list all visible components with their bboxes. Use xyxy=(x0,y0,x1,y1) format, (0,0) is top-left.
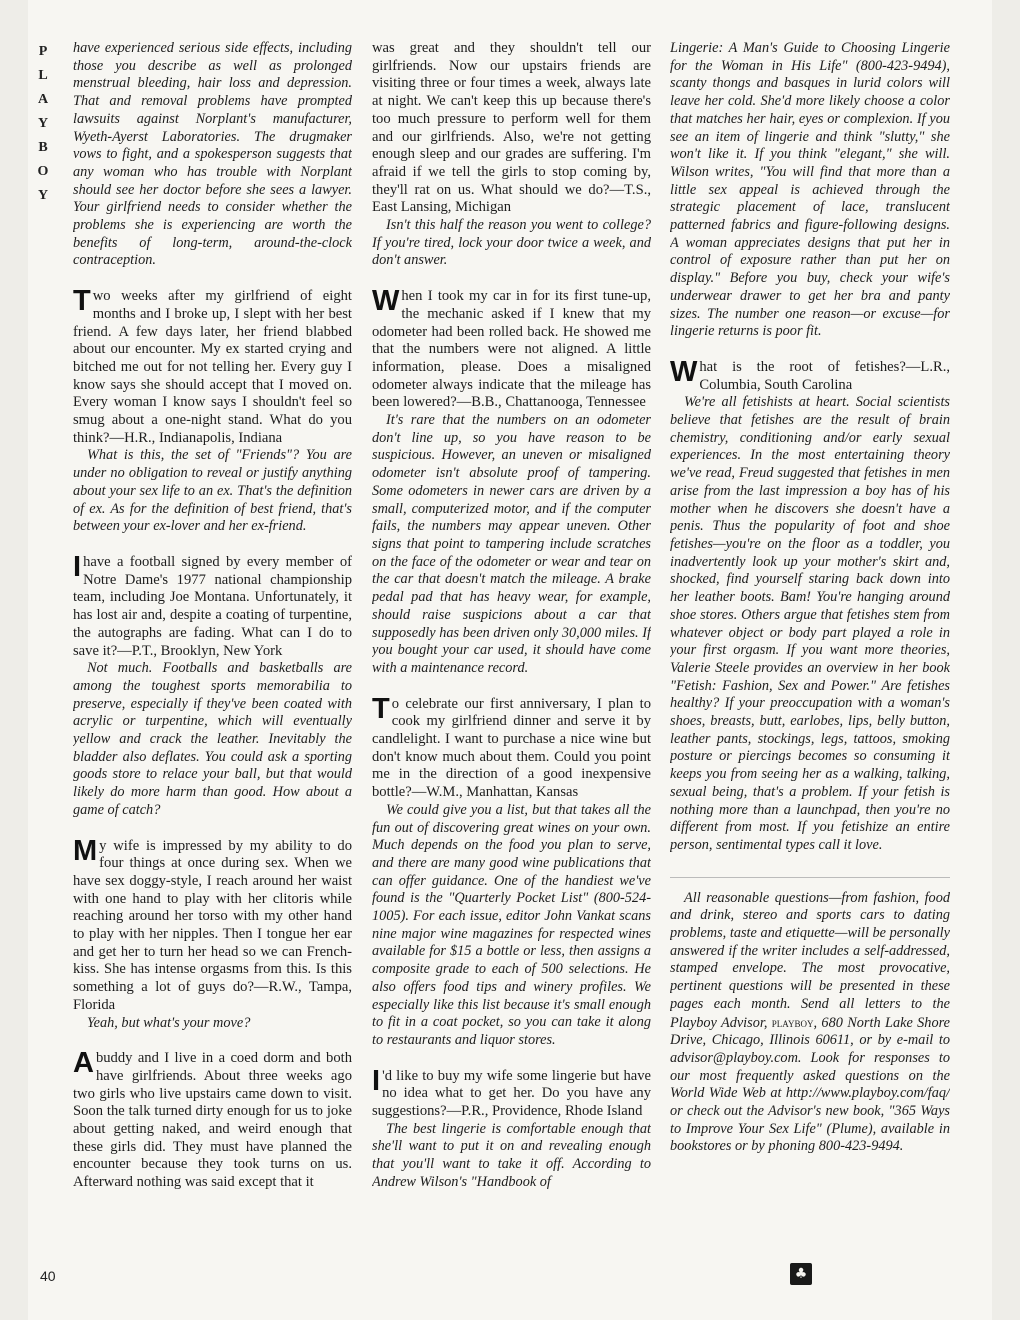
label-letter: P xyxy=(38,44,48,59)
note-magazine-name: playboy xyxy=(771,1014,814,1030)
question-text: buddy and I live in a coed dorm and both have girlfriends. About three weeks ago two girls who live upstairs came down to visit. Soon the talk turned dirty enough for us to joke about getting naked, and weird enough that these girls did. They must have planned the encounter because they took turns on us. Afterward nothing was said except that it xyxy=(73,1050,352,1191)
question xyxy=(73,285,352,447)
label-letter: Y xyxy=(37,188,49,203)
vertical-magazine-label xyxy=(34,40,52,208)
drop-cap: M xyxy=(73,834,98,867)
label-letter: Y xyxy=(37,116,49,131)
question-text: hat is the root of fetishes?—L.R., Columbia, South Carolina xyxy=(699,358,950,393)
column-3 xyxy=(670,40,950,1285)
question xyxy=(73,834,352,1015)
question xyxy=(73,1047,352,1192)
drop-cap: I xyxy=(73,550,82,583)
question xyxy=(372,692,651,802)
drop-cap: I xyxy=(372,1064,381,1097)
answer: It's rare that the numbers on an odometer don't line up, so you have reason to be suspicious. However, an uneven or misaligned odometer isn't absolute proof of tampering. Some odometers in newer cars are driven by a small, computerized motor, and if the computer fails, the numbers may appear uneven. Other signs that point to tampering include scratches on the face of the odometer or wear and tear on the car that doesn't match the mileage. A brake pedal pad that has heavy wear, for example, should raise suspicions about a car that supposedly has been driven only 30,000 miles. If you bought your car used, it should have come with a maintenance record. xyxy=(372,412,651,676)
page-number: 40 xyxy=(40,1268,56,1284)
drop-cap: T xyxy=(73,285,91,318)
answer: The best lingerie is comfortable enough that she'll want to put it on and revealing enough that you'll want to take it off. According to Andrew Wilson's "Handbook of xyxy=(372,1120,651,1190)
question xyxy=(670,355,950,394)
answer: We could give you a list, but that takes all the fun out of discovering great wines on your own. Much depends on the food you plan to serve, and there are many good wine publications that can offer guidance. One of the handiest we've found is the "Quarterly Pocket List" (800-524-1005). For each issue, editor John Vankat scans nine major wine magazines for respected wines available for $15 a bottle or less, then assigns a composite grade to each of 500 selections. He also offers food tips and winery profiles. We especially like this list because it's small enough to fit in a coat pocket, so you can take it along to restaurants and liquor stores. xyxy=(372,801,651,1048)
label-letter: A xyxy=(37,92,49,107)
answer: We're all fetishists at heart. Social scientists believe that fetishes are the result of brain chemistry, conditioning and/or early sexual experiences. In the most entertaining theory we've read, Freud suggested that fetishes in men arise from the last impression a boy has of his mother when he discovers she doesn't have a penis. Thus the popularity of foot and shoe fetishes—you're on the floor as a toddler, you inadvertently look up your mother's skirt and, shocked, find yourself staring back down into her leather boots. Bam! You're hanging around shoe stores. Others argue that fetishes stem from whatever object or body part played a role in your first orgasm. If you want more theories, Valerie Steele provides an overview in her book "Fetish: Fashion, Sex and Power." Are fetishes healthy? If your preoccupation with a woman's shoes, breasts, butt, earlobes, lips, belly button, leather pants, stockings, legs, tattoos, smoking posture or piercings becomes so consuming it keeps you from seeing her as a walking, talking, sexual being, that's a problem. If your fetish is nothing more than a launchpad, then you're no different from most. If you fetishize an entire person, sentimental types call it love. xyxy=(670,394,950,853)
note-text: All reasonable questions—from fashion, food and drink, stereo and sports cars to dating problems, taste and etiquette—will be personally answered if the writer includes a self-addressed, stamped envelope. The most provocative, pertinent questions will be presented in these pages each month. Send all letters to the Playboy Advisor, xyxy=(670,889,950,1031)
question-continued: was great and they shouldn't tell our girlfriends. Now our upstairs friends are visiting three or four times a week, always late at night. We can't keep this up because there's too much pressure to perform well for them and our girlfriends. Also, we're not getting enough sleep and our grades are suffering. I'm afraid if we tell the girls to stop coming by, they'll rat on us. What should we do?—T.S., East Lansing, Michigan xyxy=(372,40,651,216)
question-text: o celebrate our first anniversary, I plan to cook my girlfriend dinner and serve it by candlelight. I want to purchase a nice wine but don't know much about them. Could you point me in the direction of a good inexpensive bottle?—W.M., Manhattan, Kansas xyxy=(372,695,651,801)
drop-cap: W xyxy=(670,355,698,388)
answer-continued: have experienced serious side effects, including those you describe as well as prolonged menstrual bleeding, hair loss and depression. That and removal problems have prompted lawsuits against Norplant's manufacturer, Wyeth-Ayerst Laboratories. The drugmaker vows to fight, and a spokesperson suggests that any woman who has trouble with Norplant should see her doctor before she sees a lawyer. Your girlfriend needs to consider whether the problems she is experiencing are worth the benefits of long-term, around-the-clock contraception. xyxy=(73,40,352,269)
question-text: y wife is impressed by my ability to do four things at once during sex. When we have sex doggy-style, I reach around her waist with one hand to play with her clitoris while reaching around her torso with my other hand to play with her nipples. Then I tongue her ear and get her to turn her head so we can French-kiss. She has intense orgasms from this. Is this something a lot of guys do?—R.W., Tampa, Florida xyxy=(73,837,352,1013)
answer: Isn't this half the reason you went to college? If you're tired, lock your door twice a week, and don't answer. xyxy=(372,217,651,269)
drop-cap: A xyxy=(73,1047,94,1080)
question-text: 'd like to buy my wife some lingerie but have no idea what to get her. Do you have any suggestions?—P.R., Providence, Rhode Island xyxy=(372,1067,651,1120)
playboy-bunny-icon: ♣ xyxy=(790,1263,812,1285)
question-text: have a football signed by every member of Notre Dame's 1977 national championship team, including Joe Montana. Unfortunately, it has lost air and, despite a coating of turpentine, the autographs are fading. What can I do to save it?—P.T., Brooklyn, New York xyxy=(73,553,352,659)
question xyxy=(73,550,352,660)
drop-cap: T xyxy=(372,692,390,725)
question-text: hen I took my car in for its first tune-up, the mechanic asked if I knew that my odometer had been rolled back. He showed me that the numbers were not aligned. A little information, please. Does a misaligned odometer always indicate that the mileage has been lowered?—B.B., Chattanooga, Tennessee xyxy=(372,288,651,411)
question xyxy=(372,285,651,412)
answer: Not much. Footballs and basketballs are among the toughest sports memorabilia to preserve, especially if they've been coated with acrylic or turpentine, which will eventually yellow and crack the leather. Inevitably the bladder also deflates. You could ask a sporting goods store to relace your ball, but that would likely do more harm than good. How about a game of catch? xyxy=(73,660,352,818)
drop-cap: W xyxy=(372,285,400,318)
column-2 xyxy=(372,40,651,1285)
note-text: , 680 North Lake Shore Drive, Chicago, Illinois 60611, or by e-mail to advisor@playboy.com. Look for responses to our most frequently asked questions on the World Wide Web at http://www.playboy.com/faq/ or check out the Advisor's new book, "365 Ways to Improve Your Sex Life" (Plume), available in bookstores or by phoning 800-423-9494. xyxy=(670,1014,950,1155)
answer: Yeah, but what's your move? xyxy=(87,1014,251,1031)
answer-continued: Lingerie: A Man's Guide to Choosing Lingerie for the Woman in His Life" (800-423-9494), scanty thongs and basques in lurid colors will leave her cold. She'd more likely choose a color that matches her hair, eyes or complexion. If you see an item of lingerie and think "slutty," she won't like it. If you think "elegant," she will. Wilson writes, "You will find that more than a little sex appeal is achieved through the strategic placement of lace, translucent patterned fabrics and figure-following designs. A woman appreciates designs that put her in control of exposure rather than put her on display." Before you buy, check your wife's underwear drawer to get her bra and panty sizes. The number one reason—or excuse—for lingerie returns is poor fit. xyxy=(670,40,950,340)
question-text: wo weeks after my girlfriend of eight months and I broke up, I slept with her best friend. A few days later, her friend blabbed about our encounter. My ex started crying and bitched me out for not telling her. Every guy I know says she should accept that I moved on. Every woman I know says I shouldn't feel so smug about a one-night stand. What do you think?—H.R., Indianapolis, Indiana xyxy=(73,288,352,446)
label-letter: L xyxy=(38,68,48,83)
column-1 xyxy=(73,40,352,1285)
advisor-contact-note xyxy=(670,877,950,1157)
label-letter: B xyxy=(38,140,48,155)
answer: What is this, the set of "Friends"? You are under no obligation to reveal or justify anything about your sex life to an ex. That's the definition of ex. As for the definition of best friend, that's between your ex-lover and her ex-friend. xyxy=(73,447,352,535)
question xyxy=(372,1064,651,1121)
label-letter: O xyxy=(37,164,49,179)
